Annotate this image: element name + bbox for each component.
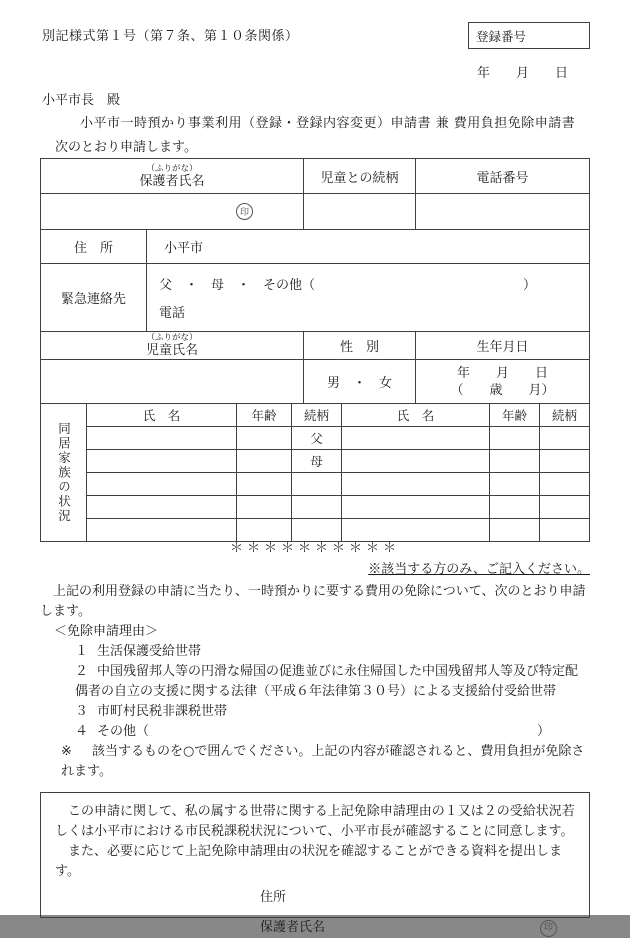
emergency-options-line [159,274,536,293]
family-name-cell[interactable] [87,473,236,495]
family-header-name: 氏 名 [341,404,489,426]
family-header-relation: 続柄 [539,404,589,426]
separator-line: ＊＊＊＊＊＊＊＊＊＊ [229,541,400,556]
emergency-row [41,263,589,331]
birthdate-line1: 年 月 日 [456,365,548,381]
form-number: 別記様式第１号（第７条、第１０条関係） [42,29,299,44]
reason-text: その他（ [97,724,150,739]
emergency-options-text: 父 ・ 母 ・ その他（ [159,277,316,293]
family-header-relation: 続柄 [291,404,341,426]
family-side-label [41,404,86,541]
consent-address-line [260,888,575,908]
family-name-cell[interactable] [341,496,489,518]
address-row [41,229,589,263]
family-row [87,449,589,472]
guardian-name-label: 保護者氏名 [139,173,205,189]
birthdate-line2: （ 歳 月） [450,382,555,398]
family-relation-cell[interactable] [291,473,341,495]
addressee: 小平市長 殿 [42,93,121,108]
family-name-cell[interactable] [341,427,489,449]
consent-box [40,792,590,935]
consent-guardian-label[interactable]: 保護者氏名 [260,920,326,935]
child-name-header [41,332,303,359]
reason-item-3[interactable] [40,702,590,722]
family-row [87,495,589,518]
family-header-age: 年齢 [236,404,291,426]
birthdate-field[interactable] [415,360,589,403]
family-age-cell[interactable] [489,519,539,541]
consent-guardian-line [260,918,575,938]
family-table [41,403,589,541]
family-age-cell[interactable] [236,496,291,518]
phone-field[interactable] [415,194,589,229]
family-relation-cell[interactable]: 母 [291,450,341,472]
circle-instruction [40,742,590,782]
family-side-label-text: 同居家族の状況 [56,421,72,524]
reason-item-2[interactable] [40,662,590,702]
family-relation-cell[interactable]: 父 [291,427,341,449]
family-name-cell[interactable] [341,450,489,472]
guardian-name-header [41,159,303,193]
family-row [87,472,589,495]
relation-header: 児童との続柄 [303,159,415,193]
child-name-label: 児童氏名 [145,343,198,358]
sex-header: 性 別 [303,332,415,359]
guardian-header-row [41,159,589,193]
consent-address-label[interactable]: 住所 [260,890,287,905]
reason-item-1[interactable] [40,642,590,662]
reason-text: 生活保護受給世帯 [97,644,202,659]
exemption-section [40,539,590,935]
child-name-field[interactable] [41,360,303,403]
family-relation-cell[interactable] [539,473,589,495]
family-relation-cell[interactable] [539,427,589,449]
family-age-cell[interactable] [236,473,291,495]
emergency-contact-field[interactable] [146,264,589,331]
furigana-label: （ふりがな） [146,333,198,343]
address-prefix: 小平市 [164,241,204,256]
family-relation-cell[interactable] [539,450,589,472]
consent-paragraph-1: この申請に関して、私の属する世帯に関する上記免除申請理由の１又は２の受給状況若しくは小平市における市民税課税状況について、小平市長が確認することに同意します。 [55,804,575,839]
emergency-phone-field[interactable]: 電話 [159,306,186,322]
exemption-reasons-heading: ＜免除申請理由＞ [54,624,159,639]
family-age-cell[interactable] [489,496,539,518]
family-header-age: 年齢 [489,404,539,426]
family-relation-cell[interactable] [291,496,341,518]
child-entry-row [41,359,589,403]
family-age-cell[interactable] [489,427,539,449]
note-mark: ※ [61,744,72,759]
phone-header: 電話番号 [415,159,589,193]
exemption-intro: 上記の利用登録の申請に当たり、一時預かりに要する費用の免除について、次のとおり申請します。 [40,584,586,619]
consent-paragraph-2: また、必要に応じて上記免除申請理由の状況を確認することができる資料を提出します。 [55,844,563,879]
fill-note: ※該当する方のみ、ご記入ください。 [368,562,590,577]
family-relation-cell[interactable] [539,519,589,541]
reason-item-4[interactable] [40,722,590,742]
intro-line: 次のとおり申請します。 [55,140,197,155]
family-table-body [86,404,589,541]
application-table [40,158,590,542]
family-age-cell[interactable] [236,519,291,541]
address-field[interactable] [146,230,589,263]
family-row [87,518,589,541]
sex-field[interactable]: 男 ・ 女 [303,360,415,403]
family-age-cell[interactable] [489,473,539,495]
guardian-entry-row [41,193,589,229]
family-name-cell[interactable] [341,519,489,541]
emergency-close-paren: ） [523,277,537,293]
family-header-row [87,404,589,426]
family-name-cell[interactable] [87,450,236,472]
child-header-row [41,331,589,359]
family-age-cell[interactable] [236,450,291,472]
family-relation-cell[interactable] [291,519,341,541]
reason-number: １ [75,644,89,659]
guardian-name-field[interactable] [41,194,303,229]
reason-number: ３ [75,704,89,719]
birthdate-header: 生年月日 [415,332,589,359]
registration-number-label: 登録番号 [476,28,527,44]
family-relation-cell[interactable] [539,496,589,518]
date-line: 年 月 日 [477,66,569,81]
reason-text: 市町村民税非課税世帯 [97,704,228,719]
family-header-name: 氏 名 [142,408,181,423]
family-name-cell[interactable] [341,473,489,495]
emergency-label: 緊急連絡先 [60,292,126,307]
reason-4-close-paren: ） [537,724,551,739]
circle-instruction-text: 該当するものを○で囲んでください。上記の内容が確認されると、費用負担が免除されます。 [61,744,585,779]
address-label: 住 所 [73,241,113,256]
document-title: 小平市一時預かり事業利用（登録・登録内容変更）申請書 兼 費用負担免除申請書 [80,116,576,131]
seal-icon: 印 [540,920,557,937]
birthdate-lines [450,365,554,399]
registration-number-box[interactable] [468,22,590,49]
family-age-cell[interactable] [489,450,539,472]
family-row [87,426,589,449]
family-name-cell[interactable] [87,519,236,541]
family-name-cell[interactable] [87,427,236,449]
seal-icon: 印 [236,203,253,220]
family-name-cell[interactable] [87,496,236,518]
relation-field[interactable] [303,194,415,229]
reason-number: ２ [75,664,89,679]
family-age-cell[interactable] [236,427,291,449]
reason-number: ４ [75,724,89,739]
reason-text: 中国残留邦人等の円滑な帰国の促進並びに永住帰国した中国残留邦人等及び特定配偶者の自立の支援に関する法律（平成６年法律第３０号）による支援給付受給世帯 [75,664,579,699]
furigana-label: （ふりがな） [146,163,198,174]
